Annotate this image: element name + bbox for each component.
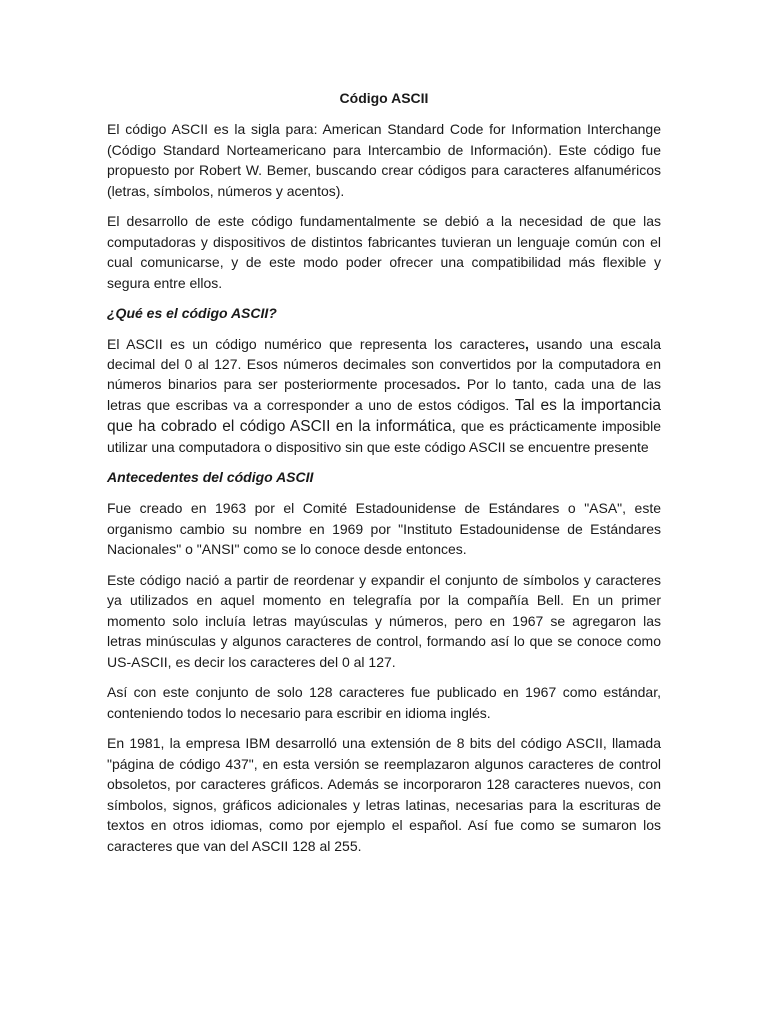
development-paragraph: El desarrollo de este código fundamentalmente se debió a la necesidad de que las computadoras y dispositivos de distintos fabricantes tuvieran un lenguaje común con el cual comunicarse, y de este modo poder ofrecer una compatibilidad más flexible y segura entre ellos. <box>107 213 661 291</box>
what-is-text-a: El ASCII es un código numérico que representa los caracteres <box>107 336 525 352</box>
section-heading-what-is: ¿Qué es el código ASCII? <box>107 305 277 321</box>
what-is-text-c: Por lo tanto, cada una de las letras que escribas va a corresponder a uno de estos códigos. <box>107 376 662 413</box>
what-is-paragraph <box>107 334 661 457</box>
what-is-comma: , <box>525 336 529 352</box>
what-is-period: . <box>456 376 461 393</box>
intro-paragraph: El código ASCII es la sigla para: American Standard Code for Information Interchange (Código Standard Norteamericano para Intercambio de Información). Este código fue propuesto por Robert W. Bemer, buscando crear códigos para caracteres alfanuméricos (letras, símbolos, números y acentos). <box>107 121 661 199</box>
what-is-text-d: que es prácticamente imposible utilizar una computadora o dispositivo sin que este código ASCII se encuentre presente <box>107 417 661 456</box>
background-paragraph-ibm: En 1981, la empresa IBM desarrolló una extensión de 8 bits del código ASCII, llamada "página de código 437", en esta versión se reemplazaron algunos caracteres de control obsoletos, por caracteres gráficos. Además se incorporaron 128 caracteres nuevos, con símbolos, signos, gráficos adicionales y letras latinas, necesarias para la escrituras de textos en otros idiomas, como por ejemplo el español. Así fue como se sumaron los caracteres que van del ASCII 128 al 255. <box>107 735 661 854</box>
document-title: Código ASCII <box>339 90 429 106</box>
section-heading-background: Antecedentes del código ASCII <box>107 469 314 486</box>
background-paragraph-telegraphy: Este código nació a partir de reordenar y expandir el conjunto de símbolos y caracteres ya utilizados en aquel momento en telegrafía por la compañía Bell. En un primer momento solo incluía letras mayúsculas y números, pero en 1967 se agregaron las letras minúsculas y algunos caracteres de control, formando así lo que se conoce como US-ASCII, es decir los caracteres del 0 al 127. <box>107 571 661 670</box>
document-page <box>107 88 661 866</box>
what-is-emphasis-text: Tal es la importancia que ha cobrado el código ASCII en la informática, <box>107 396 661 435</box>
background-paragraph-origin: Fue creado en 1963 por el Comité Estadounidense de Estándares o "ASA", este organismo cambio su nombre en 1969 por "Instituto Estadounidense de Estándares Nacionales" o "ANSI" como se lo conoce desde entonces. <box>107 500 661 558</box>
what-is-text-b: usando una escala decimal del 0 al 127. Esos números decimales son convertidos por la computadora en números binarios para ser posteriormente procesados <box>107 336 661 393</box>
background-paragraph-standard: Así con este conjunto de solo 128 caracteres fue publicado en 1967 como estándar, conteniendo todos lo necesario para escribir en idioma inglés. <box>107 684 661 721</box>
